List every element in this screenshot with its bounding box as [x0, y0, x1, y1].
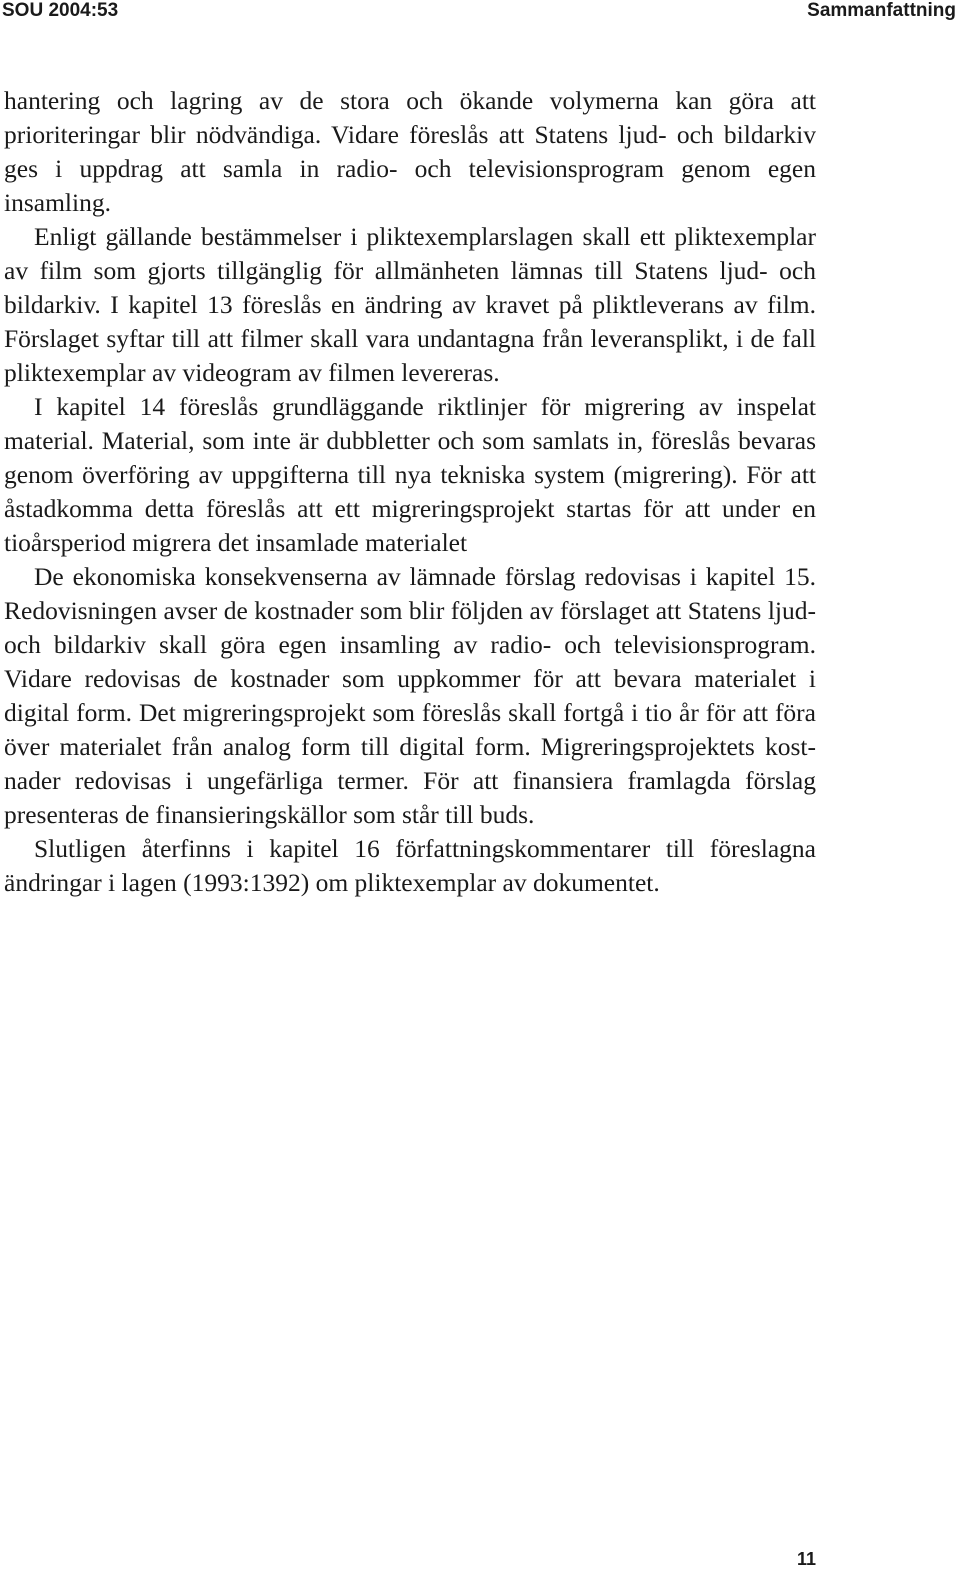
running-header [0, 0, 960, 24]
section-title: Sammanfattning [807, 0, 956, 21]
paragraph: I kapitel 14 föreslås grundläggande riktlinjer för migrering av inspelat material. Material, som inte är dubbletter och som samlats in, föreslås bevaras genom överföring av uppgifterna till nya tekniska system (migrering). För att åstadkomma detta föreslås att ett migreringsprojekt startas för att under en tioårsperiod migrera det insamlade materialet [4, 392, 816, 557]
paragraph: De ekonomiska konsekvenserna av lämnade förslag redovisas i kapitel 15. Redovisningen avser de kostnader som blir följden av förslaget att Statens ljud- och bildarkiv skall göra egen insamling av radio- och televisionsprogram. Vidare redovisas de kostnader som uppkommer för att bevara materialet i digital form. Det migreringsprojekt som föreslås skall fortgå i tio år för att föra över materialet från analog form till digital form. Migreringsprojektets kostnader redovisas i ungefärliga termer. För att finansiera framlagda förslag presenteras de finansieringskällor som står till buds. [4, 562, 816, 829]
document-id: SOU 2004:53 [2, 0, 119, 21]
paragraph: hantering och lagring av de stora och ökande volymerna kan göra att prioriteringar blir nödvändiga. Vidare föreslås att Statens ljud- och bildarkiv ges i uppdrag att samla in radio- och televisionsprogram genom egen insamling. [4, 86, 816, 217]
paragraph: Slutligen återfinns i kapitel 16 författningskommentarer till föreslagna ändringar i lagen (1993:1392) om pliktexemplar av dokumentet. [4, 834, 816, 897]
page-number: 11 [796, 1549, 816, 1569]
paragraph: Enligt gällande bestämmelser i pliktexemplarslagen skall ett pliktexemplar av film som gjorts tillgänglig för allmänheten lämnas till Statens ljud- och bildarkiv. I kapitel 13 föreslås en ändring av kravet på pliktleverans av film. Förslaget syftar till att filmer skall vara undantagna från leveransplikt, i de fall pliktexemplar av videogram av filmen levereras. [4, 222, 816, 387]
body-text [4, 84, 816, 900]
